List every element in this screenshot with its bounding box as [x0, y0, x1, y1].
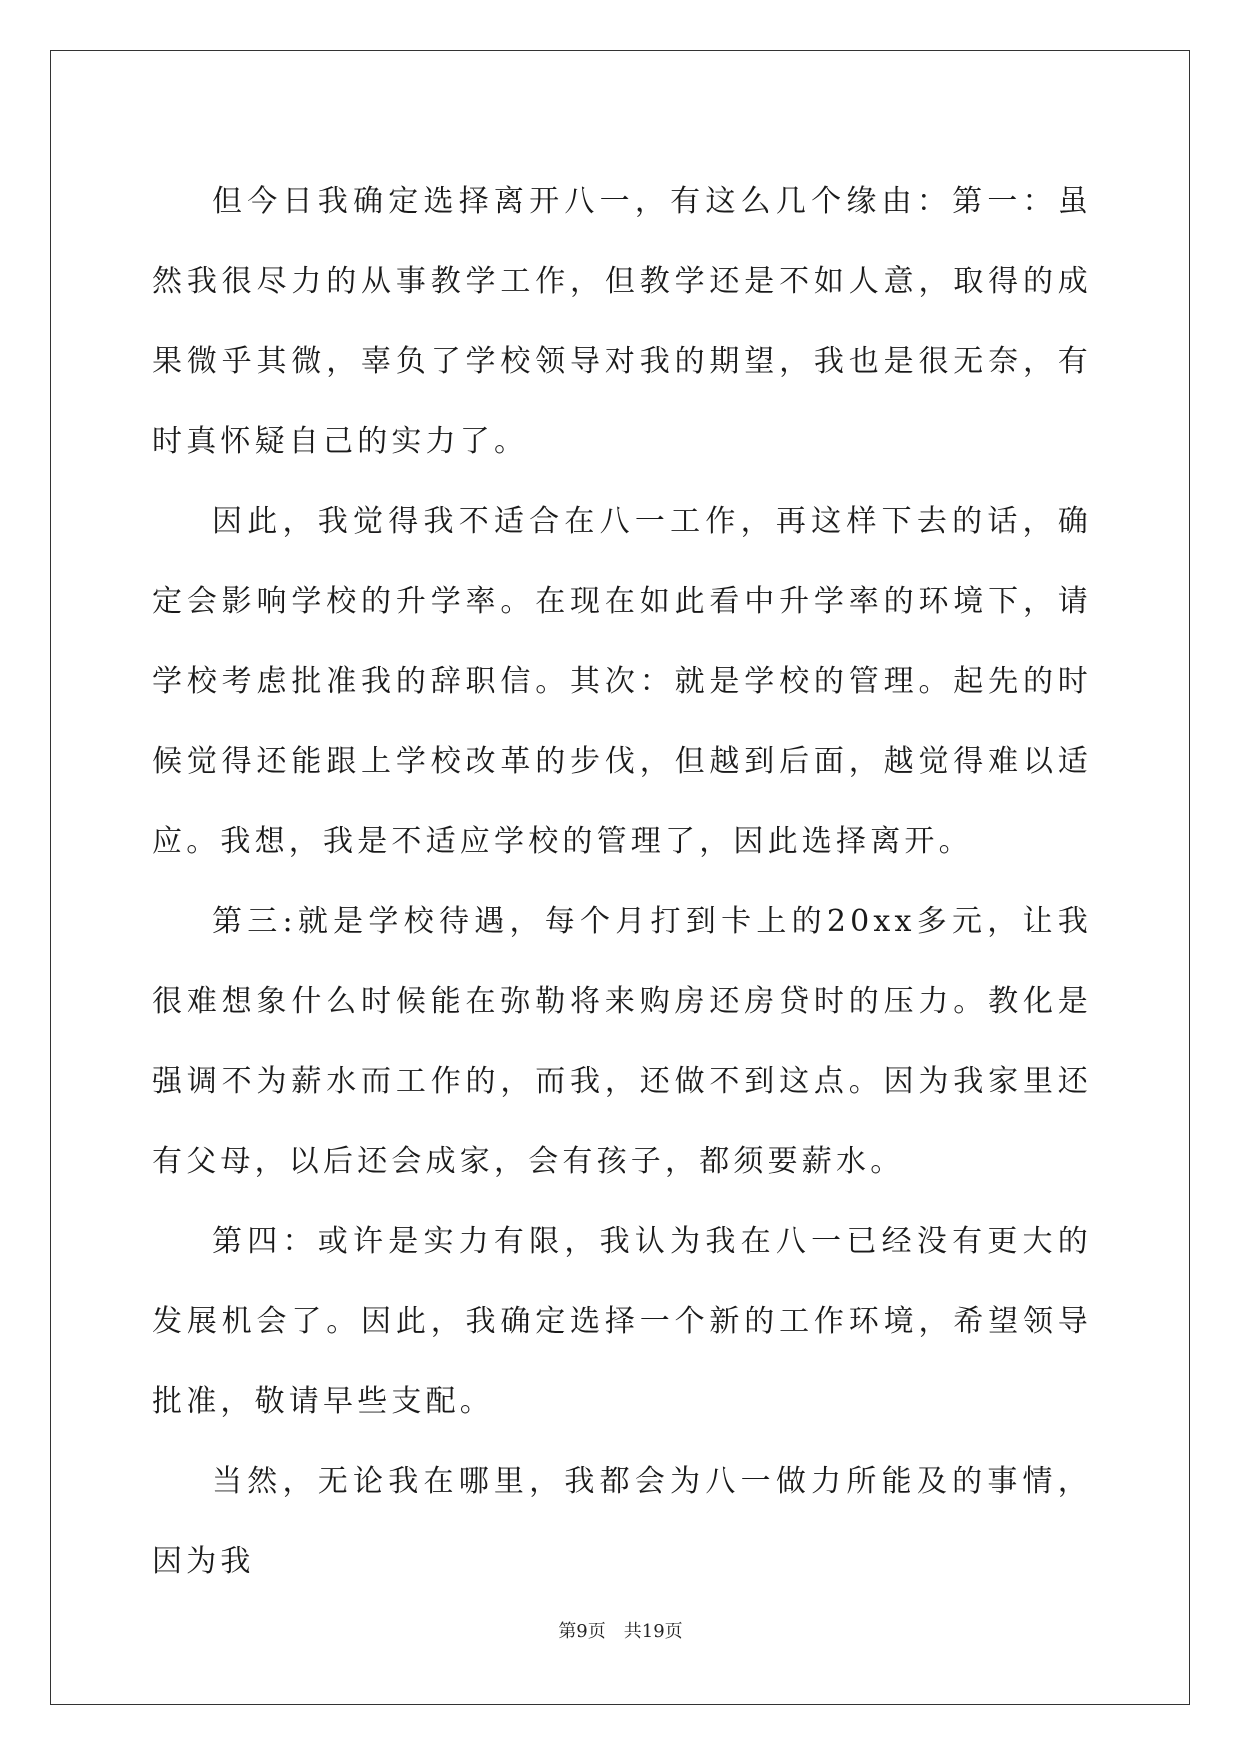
paragraph-2: 因此，我觉得我不适合在八一工作，再这样下去的话，确定会影响学校的升学率。在现在如此看中升学率的环境下，请学校考虑批准我的辞职信。其次：就是学校的管理。起先的时候觉得还能跟上学校改革的步伐，但越到后面，越觉得难以适应。我想，我是不适应学校的管理了，因此选择离开。: [152, 504, 1092, 859]
document-body: [152, 162, 1092, 1602]
paragraph-5: 当然，无论我在哪里，我都会为八一做力所能及的事情，因为我: [152, 1464, 1092, 1579]
page-number: 第9页: [558, 1621, 606, 1642]
paragraph-1: 但今日我确定选择离开八一，有这么几个缘由：第一：虽然我很尽力的从事教学工作，但教学还是不如人意，取得的成果微乎其微，辜负了学校领导对我的期望，我也是很无奈，有时真怀疑自己的实力了。: [152, 184, 1092, 459]
paragraph-4: 第四：或许是实力有限，我认为我在八一已经没有更大的发展机会了。因此，我确定选择一个新的工作环境，希望领导批准，敬请早些支配。: [152, 1224, 1092, 1419]
paragraph-3: 第三:就是学校待遇，每个月打到卡上的20xx多元，让我很难想象什么时候能在弥勒将来购房还房贷时的压力。教化是强调不为薪水而工作的，而我，还做不到这点。因为我家里还有父母，以后还会成家，会有孩子，都须要薪水。: [152, 904, 1092, 1179]
page-footer: [0, 1620, 1241, 1644]
page-total: 共19页: [623, 1621, 683, 1642]
